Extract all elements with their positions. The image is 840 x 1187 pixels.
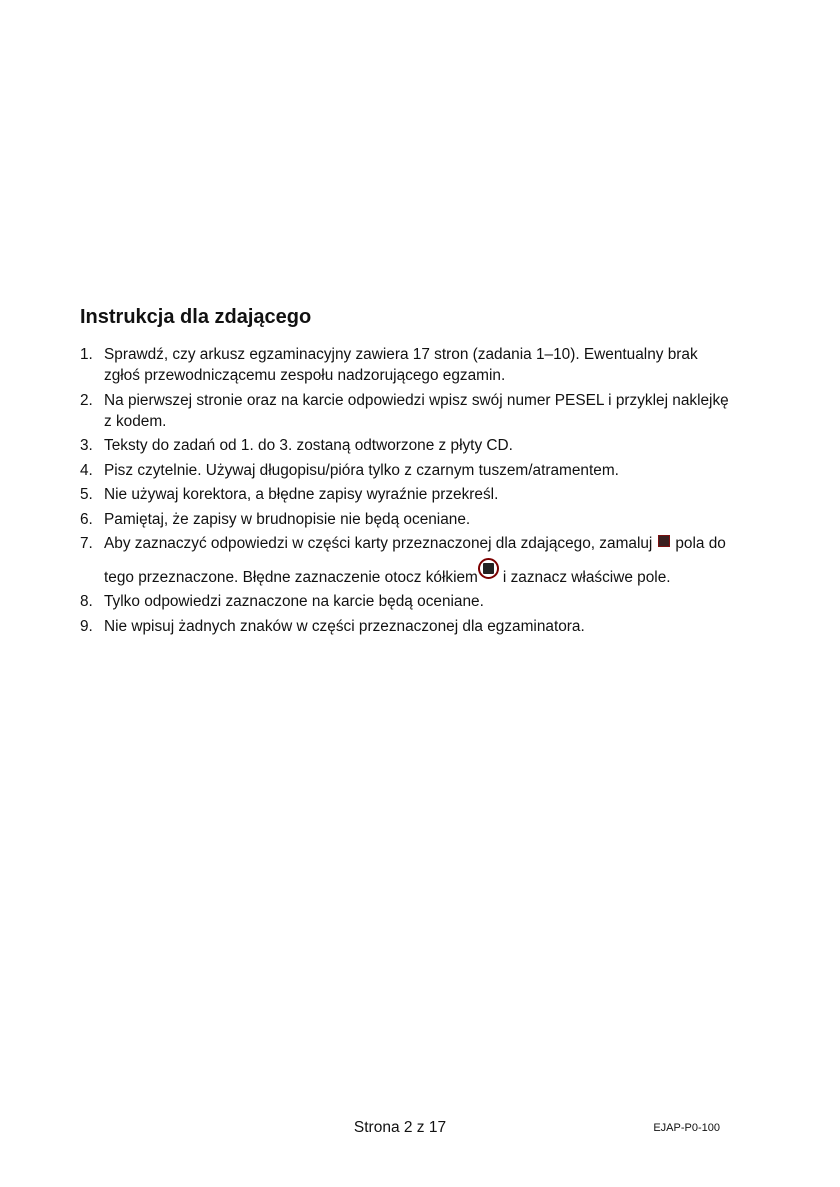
item-text-part2: pola do tego przeznaczone. Błędne zaznaczenie otocz kółkiem <box>104 535 726 586</box>
page-number: Strona 2 z 17 <box>353 1119 447 1136</box>
instructions-heading: Instrukcja dla zdającego <box>80 306 312 328</box>
item-text: Tylko odpowiedzi zaznaczone na karcie będą oceniane. <box>104 593 484 610</box>
item-text: Pamiętaj, że zapisy w brudnopisie nie będą oceniane. <box>104 510 471 528</box>
list-item <box>80 616 730 637</box>
item-number: 5. <box>80 486 93 503</box>
exam-code: EJAP-P0-100 <box>653 1122 720 1134</box>
item-text: Teksty do zadań od 1. do 3. zostaną odtworzone z płyty CD. <box>104 437 513 454</box>
item-text: Nie używaj korektora, a błędne zapisy wyraźnie przekreśl. <box>104 486 499 503</box>
list-item <box>80 460 730 481</box>
item-number: 1. <box>80 346 93 363</box>
list-item-marking <box>80 529 730 592</box>
list-item <box>80 484 730 505</box>
list-item <box>80 435 730 456</box>
item-number: 3. <box>80 437 93 454</box>
item-number: 7. <box>80 535 93 552</box>
list-item <box>80 509 730 530</box>
item-text: Pisz czytelnie. Używaj długopisu/pióra tylko z czarnym tuszem/atramentem. <box>104 461 619 479</box>
item-number: 8. <box>80 593 93 610</box>
item-text: Nie wpisuj żadnych znaków w części przeznaczonej dla egzaminatora. <box>104 617 585 635</box>
item-number: 2. <box>80 391 93 409</box>
item-number: 9. <box>80 617 93 635</box>
list-item <box>80 344 730 386</box>
list-item <box>80 591 730 612</box>
item-text-part3: i zaznacz właściwe pole. <box>502 569 671 586</box>
item-number: 4. <box>80 461 93 479</box>
list-item <box>80 390 730 432</box>
item-text: Sprawdź, czy arkusz egzaminacyjny zawiera 17 stron (zadania 1–10). Ewentualny brak zgłoś przewodniczącemu zespołu nadzorującego egzamin. <box>104 346 698 384</box>
item-text: Na pierwszej stronie oraz na karcie odpowiedzi wpisz swój numer PESEL i przyklej naklejkę z kodem. <box>104 391 729 430</box>
filled-square-icon <box>658 535 670 547</box>
instructions-list <box>80 344 730 640</box>
item-number: 6. <box>80 510 93 528</box>
item-text-part1: Aby zaznaczyć odpowiedzi w części karty przeznaczonej dla zdającego, zamaluj <box>104 535 653 552</box>
circled-square-icon <box>478 558 499 579</box>
